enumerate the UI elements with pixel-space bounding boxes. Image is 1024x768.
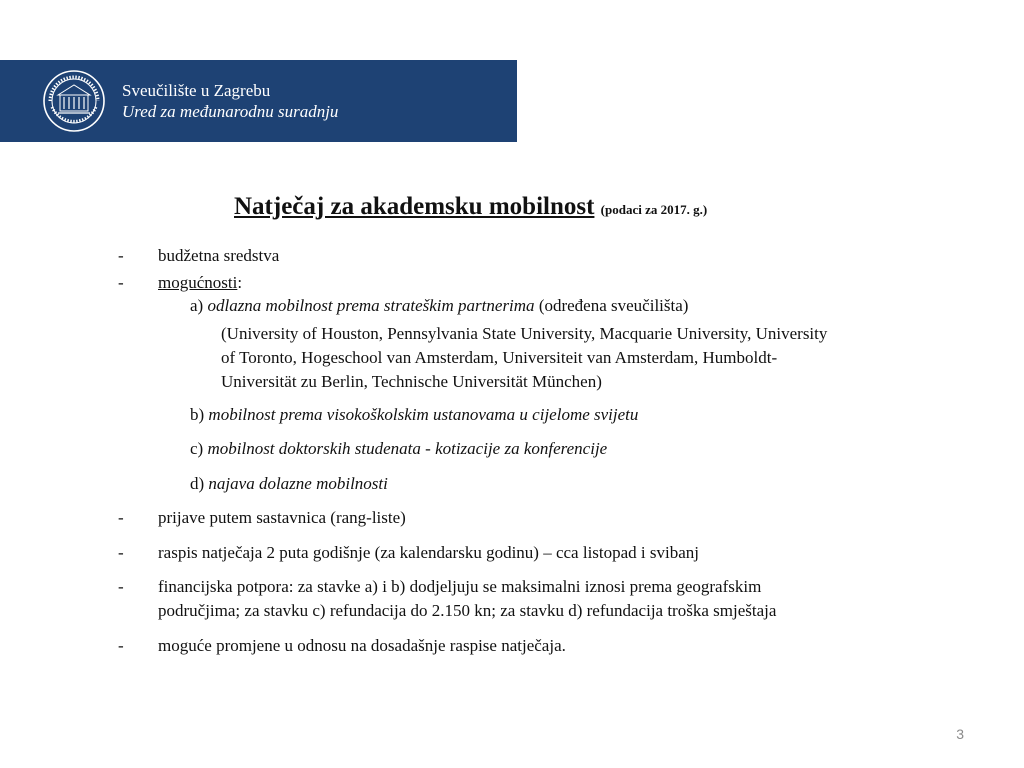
sub-item-c: [190, 439, 607, 459]
title-note: (podaci za 2017. g.): [600, 202, 708, 217]
options-label: mogućnosti: [158, 273, 238, 292]
sub-item-b-text: mobilnost prema visokoškolskim ustanovama u cijelome svijetu: [208, 405, 639, 424]
bullet-dash: -: [118, 577, 124, 596]
item-budget-text: budžetna sredstva: [158, 246, 280, 265]
item-changes-text: moguće promjene u odnosu na dosadašnje raspise natječaja.: [158, 636, 566, 655]
sub-item-b-letter: b): [190, 405, 205, 424]
banner-text: [122, 80, 338, 122]
options-colon: :: [237, 273, 243, 292]
partners-line-1: (University of Houston, Pennsylvania State University, Macquarie University, University: [221, 324, 828, 343]
sub-item-a: [190, 296, 688, 316]
partners-line-3: Universität zu Berlin, Technische Universität München): [221, 372, 602, 391]
partners-line-2: of Toronto, Hogeschool van Amsterdam, Universiteit van Amsterdam, Humboldt-: [221, 348, 778, 367]
sub-item-c-text: mobilnost doktorskih studenata - kotizacije za konferencije: [207, 439, 608, 458]
bullet-dash: -: [118, 636, 124, 655]
sub-item-a-letter: a): [190, 296, 204, 315]
header-banner: [0, 60, 517, 142]
sub-item-d-letter: d): [190, 474, 205, 493]
sub-item-a-note: (određena sveučilišta): [538, 296, 689, 315]
bullet-dash: -: [118, 246, 124, 265]
university-seal-icon: [42, 69, 106, 133]
sub-item-d-text: najava dolazne mobilnosti: [208, 474, 388, 493]
office-name: Ured za međunarodnu suradnju: [122, 102, 339, 121]
item-call-text: raspis natječaja 2 puta godišnje (za kalendarsku godinu) – cca listopad i svibanj: [158, 543, 700, 562]
sub-item-a-text: odlazna mobilnost prema strateškim partnerima: [207, 296, 535, 315]
slide-title: [234, 193, 707, 221]
item-options-text: [158, 273, 242, 293]
sub-item-b: [190, 405, 638, 425]
bullet-dash: -: [118, 543, 124, 562]
bullet-dash: -: [118, 508, 124, 527]
sub-item-d: [190, 474, 388, 494]
page-number: 3: [956, 726, 964, 742]
item-applications-text: prijave putem sastavnica (rang-liste): [158, 508, 406, 527]
bullet-dash: -: [118, 273, 124, 292]
item-funding-line-2: područjima; za stavku c) refundacija do 2.150 kn; za stavku d) refundacija troška smještaja: [158, 601, 777, 620]
sub-item-c-letter: c): [190, 439, 204, 458]
title-main: Natječaj za akademsku mobilnost: [234, 193, 595, 220]
item-funding-line-1: financijska potpora: za stavke a) i b) dodjeljuju se maksimalni iznosi prema geografskim: [158, 577, 762, 596]
university-name: Sveučilište u Zagrebu: [122, 81, 271, 100]
